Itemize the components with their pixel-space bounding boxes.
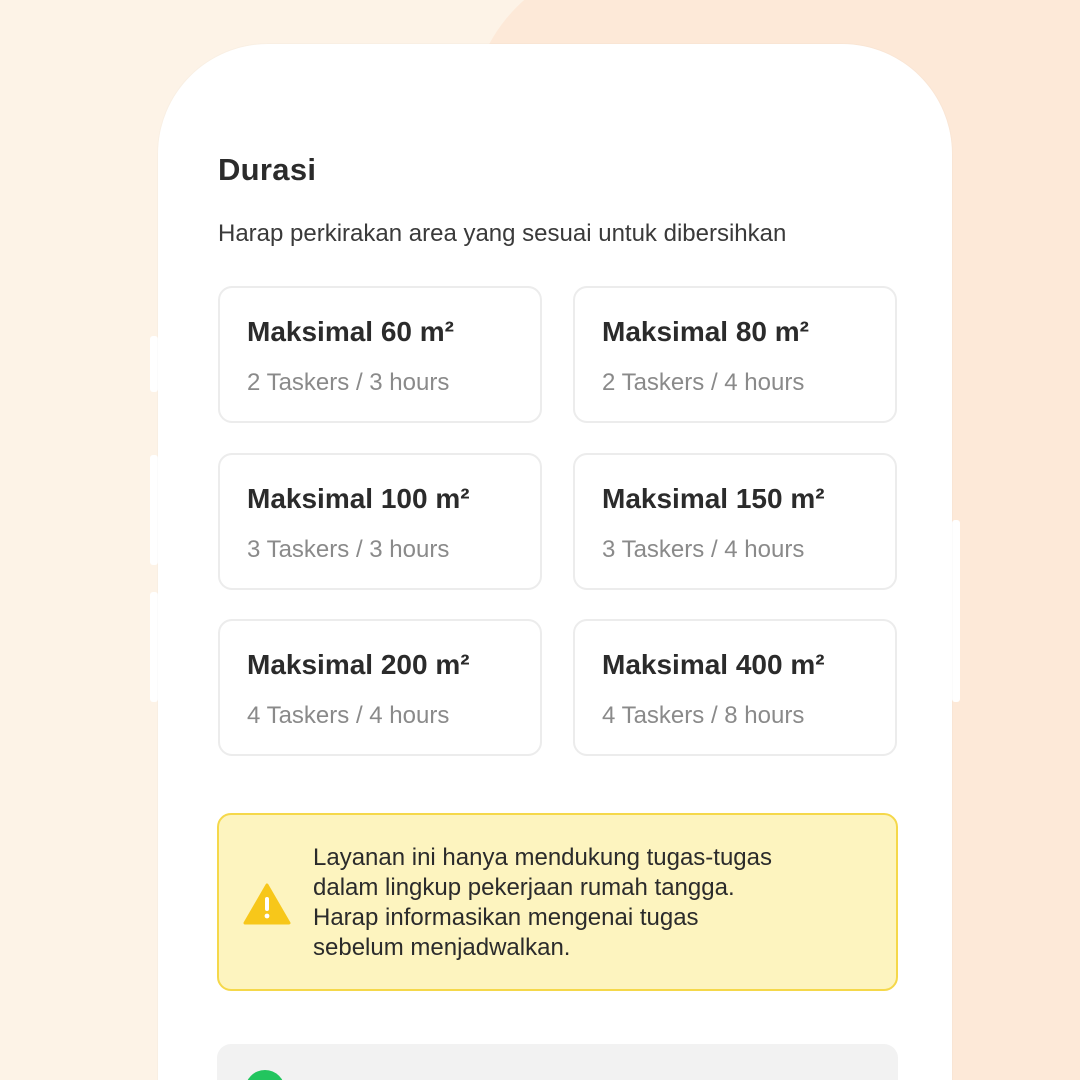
notice-text	[313, 843, 883, 963]
household-notice	[217, 813, 898, 991]
option-title: Maksimal 80 m²	[602, 316, 809, 347]
green-circle-icon	[245, 1070, 285, 1080]
option-detail: 4 Taskers / 4 hours	[247, 702, 450, 729]
warning-triangle-icon	[243, 883, 291, 925]
option-title: Maksimal 150 m²	[602, 483, 825, 514]
option-detail: 2 Taskers / 3 hours	[247, 369, 450, 396]
notice-line: Layanan ini hanya mendukung tugas-tugas	[313, 844, 772, 871]
duration-option-100[interactable]	[218, 453, 542, 590]
section-subtitle: Harap perkirakan area yang sesuai untuk dibersihkan	[218, 220, 787, 247]
option-title: Maksimal 400 m²	[602, 649, 825, 680]
option-title: Maksimal 60 m²	[247, 316, 454, 347]
option-detail: 3 Taskers / 4 hours	[602, 536, 805, 563]
option-title: Maksimal 200 m²	[247, 649, 470, 680]
option-title: Maksimal 100 m²	[247, 483, 470, 514]
option-detail: 2 Taskers / 4 hours	[602, 369, 805, 396]
bottom-option-row[interactable]	[217, 1044, 898, 1080]
phone-side-button	[952, 520, 960, 702]
duration-option-150[interactable]	[573, 453, 897, 590]
duration-option-60[interactable]	[218, 286, 542, 423]
duration-option-400[interactable]	[573, 619, 897, 756]
phone-side-button	[150, 455, 158, 565]
phone-side-button	[150, 592, 158, 702]
option-detail: 4 Taskers / 8 hours	[602, 702, 805, 729]
notice-line: sebelum menjadwalkan.	[313, 934, 571, 961]
section-title: Durasi	[218, 152, 317, 187]
notice-line: Harap informasikan mengenai tugas	[313, 904, 699, 931]
option-detail: 3 Taskers / 3 hours	[247, 536, 450, 563]
notice-line: dalam lingkup pekerjaan rumah tangga.	[313, 874, 735, 901]
duration-option-80[interactable]	[573, 286, 897, 423]
duration-option-200[interactable]	[218, 619, 542, 756]
phone-side-button	[150, 336, 158, 392]
